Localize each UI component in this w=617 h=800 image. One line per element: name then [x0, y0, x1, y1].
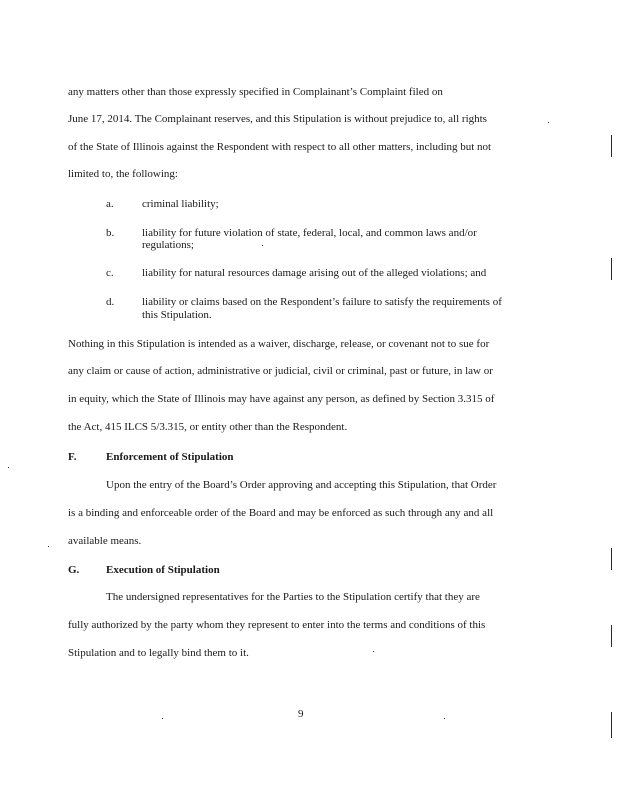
scan-margin-mark: [611, 625, 612, 647]
paragraph-1-line-1: any matters other than those expressly specified in Complainant’s Complaint filed on: [68, 86, 443, 98]
list-item-text: criminal liability;: [142, 198, 219, 210]
section-f-title: Enforcement of Stipulation: [106, 451, 234, 463]
page-number: 9: [298, 708, 304, 720]
paragraph-1-line-2: June 17, 2014. The Complainant reserves, and this Stipulation is without prejudice to, all rights: [68, 113, 487, 125]
paragraph-2-line-4: the Act, 415 ILCS 5/3.315, or entity other than the Respondent.: [68, 421, 348, 433]
paragraph-1-line-3: of the State of Illinois against the Respondent with respect to all other matters, including but not: [68, 141, 492, 153]
section-f-line-2: is a binding and enforceable order of the Board and may be enforced as such through any and all: [68, 507, 494, 519]
section-g-line-1: The undersigned representatives for the Parties to the Stipulation certify that they are: [106, 591, 480, 603]
list-item-letter: a.: [106, 198, 114, 210]
section-g-line-3: Stipulation and to legally bind them to it.: [68, 647, 249, 659]
list-item-text: regulations;: [142, 239, 194, 251]
section-f-letter: F.: [68, 451, 77, 463]
scan-speck: [548, 122, 549, 123]
scan-speck: [48, 546, 49, 547]
scan-margin-mark: [611, 258, 612, 280]
list-item-text: liability for future violation of state, federal, local, and common laws and/or: [142, 227, 477, 239]
scan-speck: [373, 651, 374, 652]
scan-speck: [8, 467, 9, 468]
scan-margin-mark: [611, 712, 612, 738]
paragraph-1-line-4: limited to, the following:: [68, 168, 178, 180]
scan-margin-mark: [611, 135, 612, 157]
scan-margin-mark: [611, 548, 612, 570]
section-g-line-2: fully authorized by the party whom they represent to enter into the terms and conditions of this: [68, 619, 486, 631]
section-f-line-3: available means.: [68, 535, 142, 547]
section-f-line-1: Upon the entry of the Board’s Order approving and accepting this Stipulation, that Order: [106, 479, 497, 491]
list-item-letter: d.: [106, 296, 115, 308]
paragraph-2-line-2: any claim or cause of action, administrative or judicial, civil or criminal, past or future, in law or: [68, 365, 493, 377]
scan-speck: [162, 718, 163, 719]
list-item-text: liability or claims based on the Respondent’s failure to satisfy the requirements of: [142, 296, 502, 308]
paragraph-2-line-1: Nothing in this Stipulation is intended as a waiver, discharge, release, or covenant not to sue for: [68, 338, 490, 350]
list-item-letter: c.: [106, 267, 114, 279]
list-item-text: liability for natural resources damage arising out of the alleged violations; and: [142, 267, 487, 279]
list-item-letter: b.: [106, 227, 115, 239]
scan-speck: [444, 718, 445, 719]
scan-speck: [262, 245, 263, 246]
paragraph-2-line-3: in equity, which the State of Illinois may have against any person, as defined by Section 3.315 of: [68, 393, 495, 405]
section-g-title: Execution of Stipulation: [106, 564, 220, 576]
section-g-letter: G.: [68, 564, 80, 576]
list-item-text: this Stipulation.: [142, 309, 212, 321]
